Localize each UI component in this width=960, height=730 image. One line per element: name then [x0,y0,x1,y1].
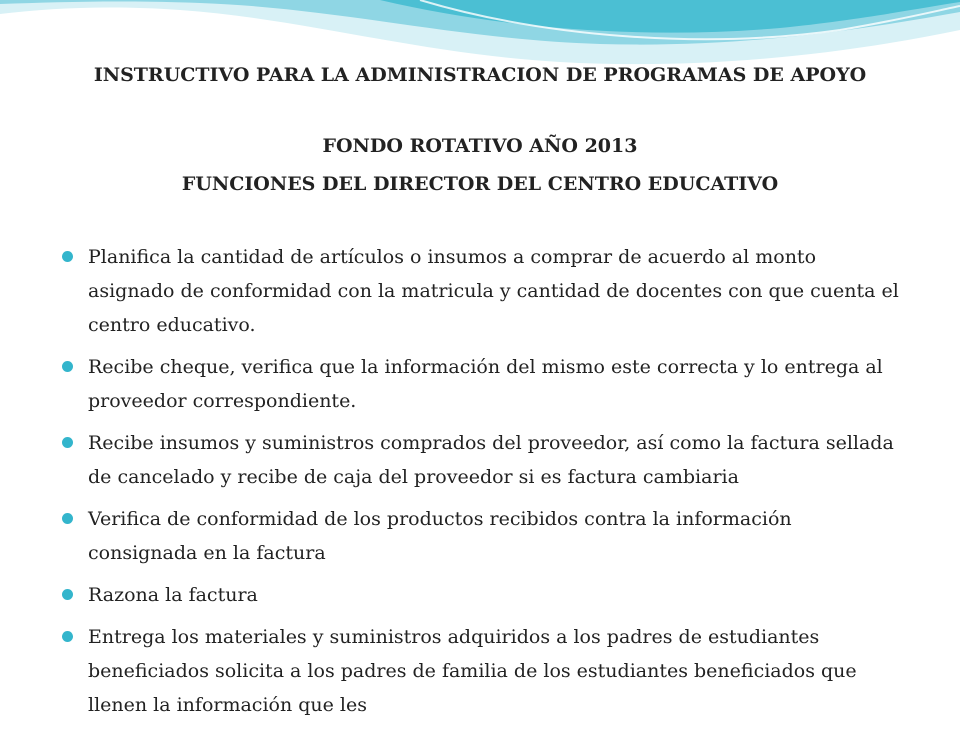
bullet-text: Verifica de conformidad de los productos recibidos contra la información consignada en la factura [88,508,792,564]
bullet-text: Recibe insumos y suministros comprados del proveedor, así como la factura sellada de cancelado y recibe de caja del proveedor si es factura cambiaria [88,432,894,488]
bullet-dot-icon [62,631,73,642]
bullet-dot-icon [62,361,73,372]
bullet-item [62,502,902,570]
slide-title-line-1: INSTRUCTIVO PARA LA ADMINISTRACION DE PROGRAMAS DE APOYO [93,64,867,86]
bullet-text: Planifica la cantidad de artículos o insumos a comprar de acuerdo al monto asignado de conformidad con la matricula y cantidad de docentes con que cuenta el centro educativo. [88,246,899,336]
bullet-dot-icon [62,437,73,448]
slide-title-line-3: FUNCIONES DEL DIRECTOR DEL CENTRO EDUCATIVO [181,173,779,195]
bullet-item [62,240,902,342]
bullet-dot-icon [62,251,73,262]
bullet-list [62,240,902,730]
bullet-text: Recibe cheque, verifica que la información del mismo este correcta y lo entrega al proveedor correspondiente. [88,356,883,412]
bullet-item [62,350,902,418]
bullet-dot-icon [62,513,73,524]
bullet-text: Razona la factura [88,584,258,606]
bullet-dot-icon [62,589,73,600]
bullet-item [62,578,902,612]
bullet-item [62,426,902,494]
bullet-item [62,620,902,722]
bullet-text: Entrega los materiales y suministros adquiridos a los padres de estudiantes beneficiados solicita a los padres de familia de los estudiantes beneficiados que llenen la información que les [88,626,857,716]
slide-title-line-2: FONDO ROTATIVO AÑO 2013 [322,135,638,157]
